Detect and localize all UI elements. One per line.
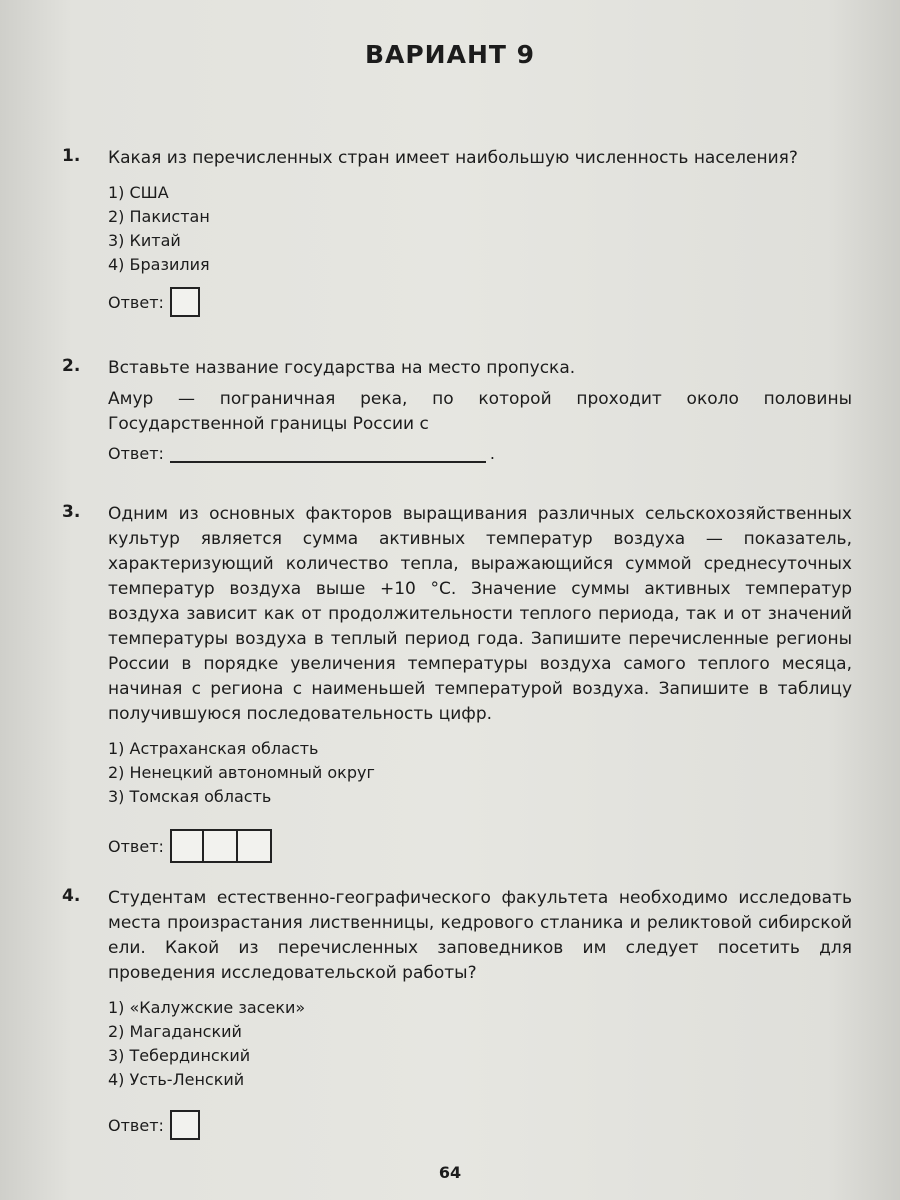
question-number: 3. xyxy=(62,502,81,522)
option: 2) Ненецкий автономный округ xyxy=(108,763,375,782)
option: 4) Бразилия xyxy=(108,255,210,274)
options-list xyxy=(108,181,852,277)
answer-cell[interactable] xyxy=(170,829,204,863)
option: 1) Астраханская область xyxy=(108,739,319,758)
options-list xyxy=(108,996,852,1092)
option: 2) Пакистан xyxy=(108,207,210,226)
answer-label: Ответ: xyxy=(108,1115,164,1135)
question-number: 2. xyxy=(62,356,81,376)
page-number: 64 xyxy=(438,1163,462,1182)
question-number: 1. xyxy=(62,146,81,166)
question-4 xyxy=(62,886,852,1140)
option: 2) Магаданский xyxy=(108,1022,242,1041)
question-text: Вставьте название государства на место пропуска. xyxy=(108,358,576,378)
answer-label: Ответ: xyxy=(108,443,164,463)
answer-cell[interactable] xyxy=(204,829,238,863)
answer-box[interactable] xyxy=(170,287,200,317)
question-text: Одним из основных факторов выращивания различных сельскохозяйственных культур является сумма активных температур воздуха — показатель, характеризующий количество тепла, выражающийся суммой среднесуточных температур воздуха выше +10 °С. Значение суммы активных температур воздуха зависит как от продолжительности теплого периода, так и от значений температуры воздуха в теплый период года. Запишите перечисленные регионы России в порядке увеличения температуры воздуха самого теплого месяца, начиная с региона с наименьшей температурой воздуха. Запишите в таблицу получившуюся последовательность цифр. xyxy=(108,504,852,724)
answer-cell[interactable] xyxy=(238,829,272,863)
option: 3) Китай xyxy=(108,231,181,250)
variant-title: ВАРИАНТ 9 xyxy=(364,40,536,69)
question-3 xyxy=(62,502,852,863)
question-subtext: Амур — пограничная река, по которой проходит около половины Государственной границы России с xyxy=(108,389,852,434)
option: 3) Тебердинский xyxy=(108,1046,251,1065)
options-list xyxy=(108,737,852,809)
question-text: Студентам естественно-географического факультета необходимо исследовать места произрастания лиственницы, кедрового стланика и реликтовой сибирской ели. Какой из перечисленных заповедников им следует посетить для проведения исследовательской работы? xyxy=(108,888,852,983)
question-number: 4. xyxy=(62,886,81,906)
option: 3) Томская область xyxy=(108,787,272,806)
question-text: Какая из перечисленных стран имеет наибольшую численность населения? xyxy=(108,148,798,168)
question-2: 2. Вставьте название государства на место пропуска. Амур — пограничная река, по которой проходит около половины Государственной границы России с Ответ: . xyxy=(62,356,852,463)
option: 1) «Калужские засеки» xyxy=(108,998,306,1017)
question-1 xyxy=(62,146,852,317)
answer-sequence-cells xyxy=(170,829,272,863)
answer-label: Ответ: xyxy=(108,836,164,856)
option: 4) Усть-Ленский xyxy=(108,1070,245,1089)
answer-line[interactable] xyxy=(170,443,486,463)
answer-box[interactable] xyxy=(170,1110,200,1140)
option: 1) США xyxy=(108,183,169,202)
answer-label: Ответ: xyxy=(108,292,164,312)
